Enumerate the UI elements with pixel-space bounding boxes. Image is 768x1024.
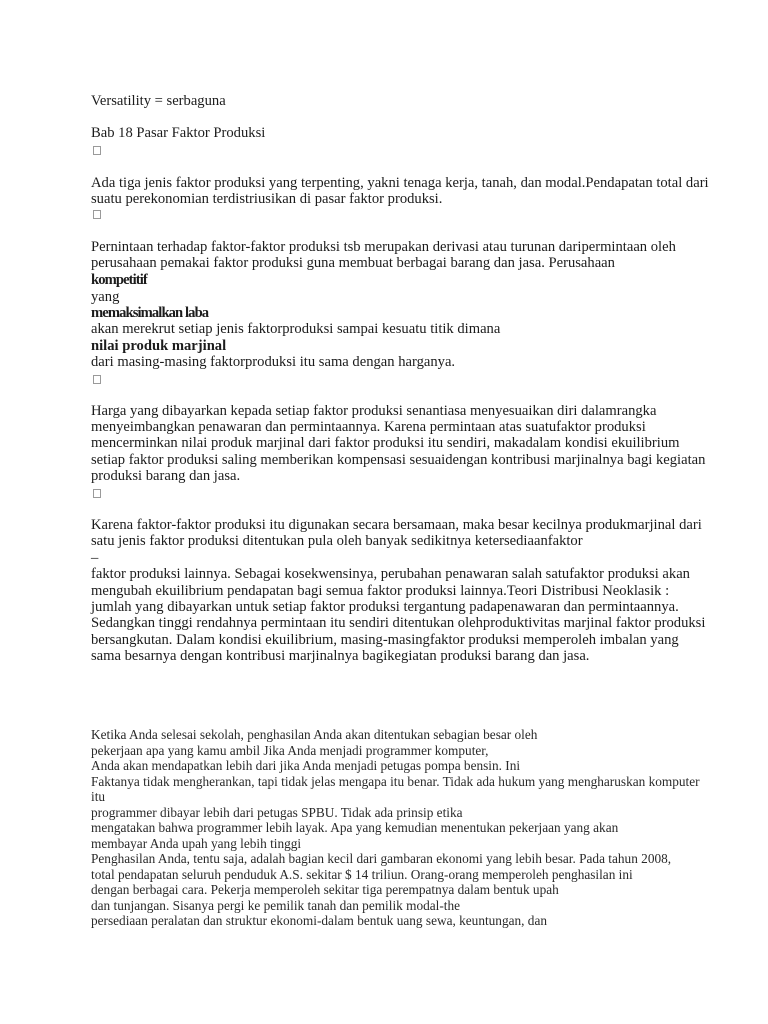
text-line: suatu perekonomian terdistriusikan di pasar faktor produksi. <box>91 191 443 207</box>
bold-term: nilai produk marjinal <box>91 338 227 354</box>
text-line: dengan berbagai cara. Pekerja memperoleh sekitar tiga perempatnya dalam bentuk upah <box>91 882 559 897</box>
text-line: mencerminkan nilai produk marjinal dari faktor produksi itu sendiri, makadalam kondisi ekuilibrium <box>91 435 680 451</box>
text-line: membayar Anda upah yang lebih tinggi <box>91 836 302 851</box>
text-line: perusahaan pemakai faktor produksi guna membuat berbagai barang dan jasa. Perusahaan <box>91 255 615 271</box>
text-line: satu jenis faktor produksi ditentukan pula oleh banyak sedikitnya ketersediaanfaktor <box>91 533 583 549</box>
text-line: produksi barang dan jasa. <box>91 468 241 484</box>
text-line: mengubah ekuilibrium pendapatan bagi semua faktor produksi lainnya.Teori Distribusi Neoklasik : <box>91 583 670 599</box>
text-line: total pendapatan seluruh penduduk A.S. sekitar $ 14 triliun. Orang-orang memperoleh penghasilan ini <box>91 867 633 882</box>
missing-glyph-icon <box>93 210 101 219</box>
text-line: jumlah yang dibayarkan untuk setiap faktor produksi tergantung padapenawaran dan permintaannya. <box>91 599 679 615</box>
text-line: programmer dibayar lebih dari petugas SPBU. Tidak ada prinsip etika <box>91 805 463 820</box>
bold-term: kompetitif <box>91 272 147 288</box>
text-line: Karena faktor-faktor produksi itu digunakan secara bersamaan, maka besar kecilnya produkmarjinal dari <box>91 517 702 533</box>
text-line: setiap faktor produksi saling memberikan kompensasi sesuaidengan kontribusi marjinalnya bagi kegiatan <box>91 452 706 468</box>
missing-glyph-icon <box>93 489 101 498</box>
text-line: akan merekrut setiap jenis faktorproduksi sampai kesuatu titik dimana <box>91 321 501 337</box>
section-heading: Bab 18 Pasar Faktor Produksi <box>91 125 266 141</box>
text-line: Sedangkan tinggi rendahnya permintaan itu sendiri ditentukan olehproduktivitas marjinal faktor produksi <box>91 615 706 631</box>
text-line: menyeimbangkan penawaran dan permintaannya. Karena permintaan atas suatufaktor produksi <box>91 419 646 435</box>
text-line: Versatility = serbaguna <box>91 93 226 109</box>
text-line: dari masing-masing faktorproduksi itu sama dengan harganya. <box>91 354 456 370</box>
text-line: Anda akan mendapatkan lebih dari jika Anda menjadi petugas pompa bensin. Ini <box>91 758 521 773</box>
missing-glyph-icon <box>93 375 101 384</box>
text-line: Penghasilan Anda, tentu saja, adalah bagian kecil dari gambaran ekonomi yang lebih besar. Pada tahun 2008, <box>91 851 672 866</box>
text-line: faktor produksi lainnya. Sebagai kosekwensinya, perubahan penawaran salah satufaktor produksi akan <box>91 566 690 582</box>
text-line: itu <box>91 789 106 804</box>
text-line: pekerjaan apa yang kamu ambil Jika Anda menjadi programmer komputer, <box>91 743 489 758</box>
dash-line: – <box>91 550 99 566</box>
text-line: dan tunjangan. Sisanya pergi ke pemilik tanah dan pemilik modal-the <box>91 898 461 913</box>
text-line: Faktanya tidak mengherankan, tapi tidak jelas mengapa itu benar. Tidak ada hukum yang mengharuskan komputer <box>91 774 700 789</box>
text-line: Ketika Anda selesai sekolah, penghasilan Anda akan ditentukan sebagian besar oleh <box>91 727 538 742</box>
text-line: sama besarnya dengan kontribusi marjinalnya bagikegiatan produksi barang dan jasa. <box>91 648 590 664</box>
text-line: Harga yang dibayarkan kepada setiap faktor produksi senantiasa menyesuaikan diri dalamrangka <box>91 403 657 419</box>
bold-term: memaksimalkan laba <box>91 305 209 321</box>
text-line: yang <box>91 289 120 305</box>
missing-glyph-icon <box>93 146 101 155</box>
text-line: persediaan peralatan dan struktur ekonomi-dalam bentuk uang sewa, keuntungan, dan <box>91 913 548 928</box>
text-line: Ada tiga jenis faktor produksi yang terpenting, yakni tenaga kerja, tanah, dan modal.Pendapatan total dari <box>91 175 709 191</box>
text-line: bersangkutan. Dalam kondisi ekuilibrium, masing-masingfaktor produksi memperoleh imbalan yang <box>91 632 679 648</box>
text-line: Pernintaan terhadap faktor-faktor produksi tsb merupakan derivasi atau turunan daripermintaan oleh <box>91 239 676 255</box>
text-line: mengatakan bahwa programmer lebih layak. Apa yang kemudian menentukan pekerjaan yang akan <box>91 820 619 835</box>
